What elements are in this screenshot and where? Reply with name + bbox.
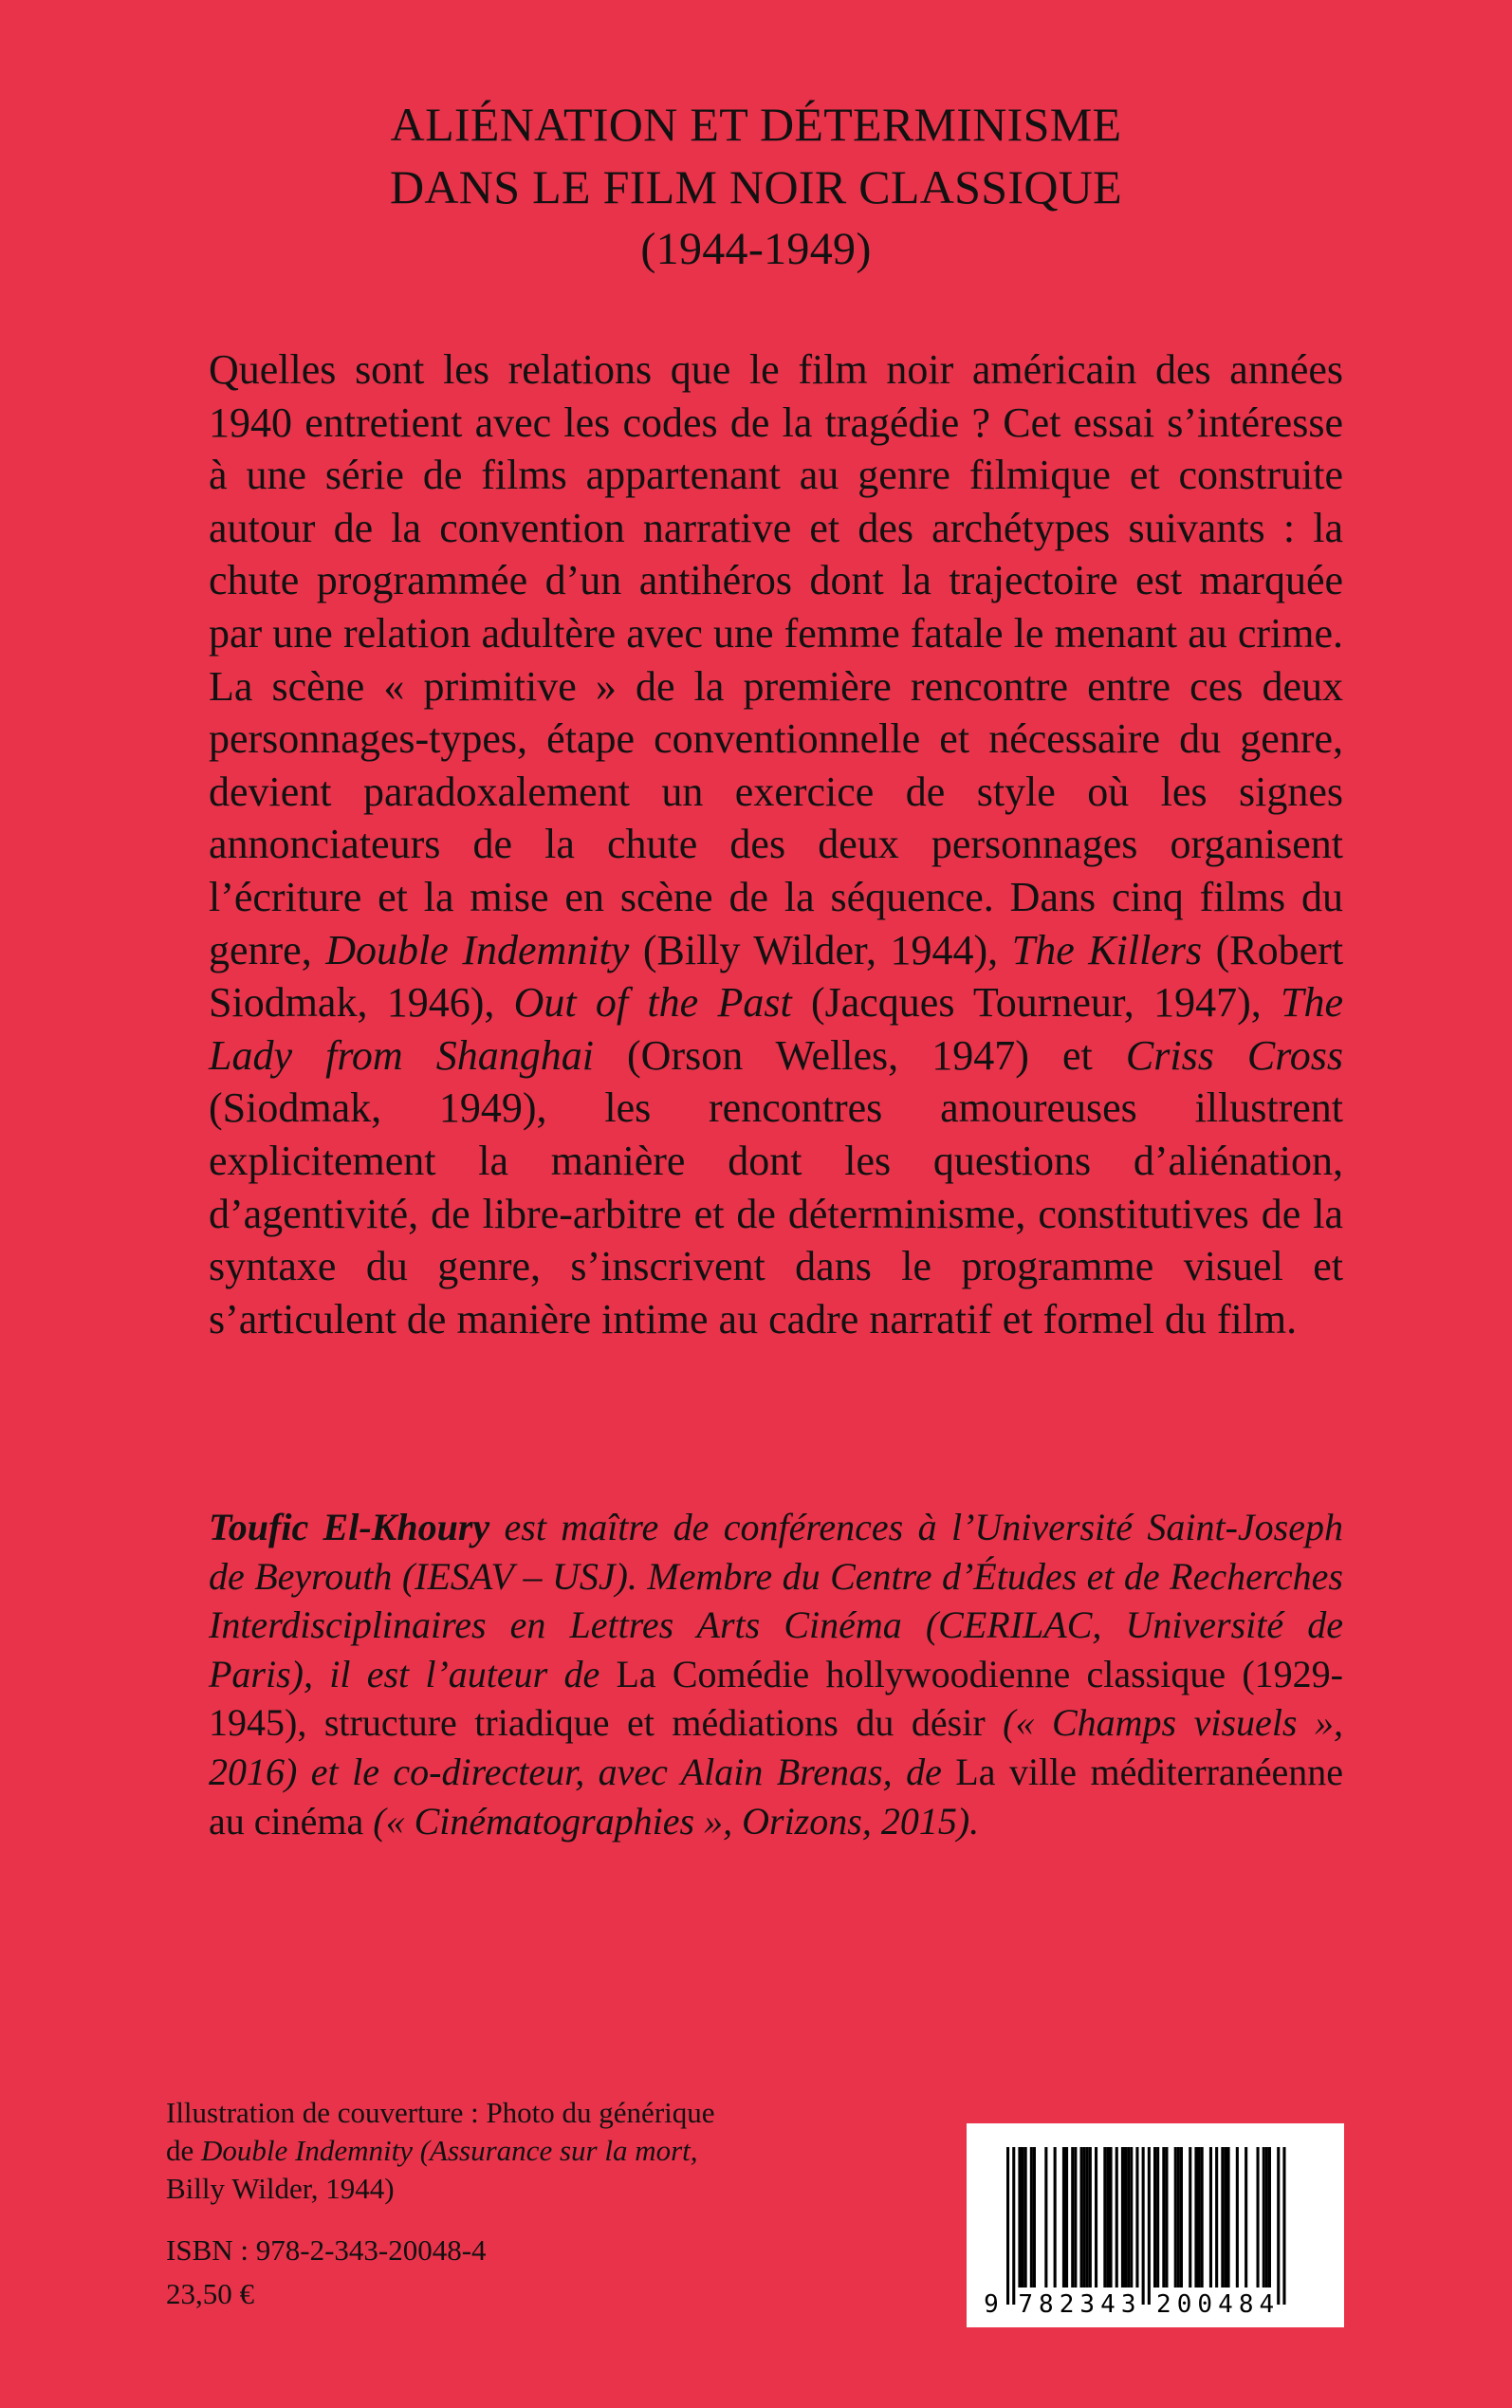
cover-illustration-credit [166,2094,849,2208]
barcode-digits [984,2290,1274,2319]
film-title-the-killers: The Killers [1011,926,1203,973]
film-info-2: (Robert Siodmak, 1946), [209,926,1344,1027]
barcode-bar [1156,2147,1159,2288]
barcode-bar [1044,2147,1047,2288]
barcode-bar [1121,2147,1124,2288]
barcode-digit: 8 [1238,2290,1254,2319]
barcode-digit: 4 [1259,2290,1275,2319]
barcode-bars [1006,2147,1286,2305]
barcode-bar [1198,2147,1201,2288]
isbn-barcode [967,2123,1344,2327]
film-title-out-of-the-past: Out of the Past [513,979,792,1027]
barcode-bar [1089,2147,1092,2288]
barcode-bar [1268,2147,1271,2288]
barcode-bar [1215,2147,1218,2288]
barcode-bar [1209,2147,1212,2288]
credit-alt-title: (Assurance sur la mort, [419,2134,698,2167]
author-name: Toufic El-Khoury [209,1506,490,1548]
barcode-digit: 7 [1018,2290,1033,2319]
barcode-bar [1263,2147,1265,2288]
barcode-digit: 9 [984,2290,999,2319]
barcode-bar [1194,2147,1197,2288]
film-info-3: (Jacques Tourneur, 1947), [810,979,1262,1027]
barcode-bar [1165,2147,1168,2288]
barcode-bar [1103,2147,1106,2288]
barcode-digit: 3 [1120,2290,1136,2319]
author-bio [209,1503,1343,1845]
barcode-bar [1065,2147,1068,2288]
barcode-bar [1110,2147,1113,2288]
film-info-5: (Siodmak, 1949), [209,1084,547,1132]
bio-text-2: (« Champs visuels », 2016) et le co-directeur, avec Alain Brenas, de [209,1701,1344,1793]
barcode-guard-bar [1148,2147,1151,2305]
barcode-bar [1106,2147,1109,2288]
barcode-guard-bar [1006,2147,1009,2305]
barcode-guard-bar [1282,2147,1285,2305]
barcode-guard-bar [1277,2147,1280,2305]
barcode-bar [1054,2147,1057,2288]
summary-part-1: Quelles sont les relations que le film noir américain des années 1940 entretient avec les codes de la tragédie ? Cet essai s’intéresse à une série de films appartenant au genre filmique et construite autour de la convention narrative et des archétypes suivants : la chute programmée d’un antihéros dont la trajectoire est marquée par une relation adultère avec une femme fatale le menant au crime. La scène « primitive » de la première rencontre entre ces deux personnages-types, étape conventionnelle et nécessaire du genre, devient paradoxalement un exercice de style où les signes annonciateurs de la chute des deux personnages organisent l’écriture et la mise en scène de la séquence. Dans cinq films du genre, [209,346,1343,973]
barcode-bar [1030,2147,1033,2288]
title-line-1: ALIÉNATION ET DÉTERMINISME [390,98,1122,151]
film-title-criss-cross: Criss Cross [1125,1031,1344,1079]
barcode-bar [1083,2147,1086,2288]
barcode-guard-bar [1012,2147,1015,2305]
credit-prefix: de [166,2134,194,2167]
film-info-1: (Billy Wilder, 1944), [642,926,999,973]
film-title-double-indemnity: Double Indemnity [325,926,630,973]
barcode-bar [1062,2147,1065,2288]
isbn-text: ISBN : 978-2-343-20048-4 [166,2233,487,2267]
credit-line-3: Billy Wilder, 1944) [166,2172,395,2205]
barcode-bar [1245,2147,1247,2288]
barcode-bar [1257,2147,1260,2288]
bio-text-1: est maître de conférences à l’Université Saint-Joseph de Beyrouth (IESAV – USJ). Membre du Centre d’Études et de Recherches Interdisciplinaires en Lettres Arts Cinéma (CERILAC, Université de Paris), il est l’auteur de [209,1506,1343,1695]
barcode-bar [1071,2147,1074,2288]
bio-book-title-2: La ville méditerranéenne au cinéma [209,1750,1343,1843]
barcode-bar [1127,2147,1130,2288]
barcode-digit: 4 [1218,2290,1233,2319]
barcode-bar [1130,2147,1133,2288]
title-dates: (1944-1949) [640,224,872,274]
barcode-digit: 8 [1039,2290,1054,2319]
barcode-bar [1189,2147,1191,2288]
barcode-bar [1180,2147,1183,2288]
barcode-bar [1265,2147,1268,2288]
barcode-bar [1153,2147,1156,2288]
barcode-digit: 2 [1059,2290,1075,2319]
barcode-graphic [967,2123,1344,2327]
bio-text-3: (« Cinématographies », Orizons, 2015). [373,1799,980,1843]
credit-film-title: Double Indemnity [201,2134,413,2167]
film-title-lady-from-shanghai: The Lady from Shanghai [209,979,1344,1079]
barcode-digit: 0 [1197,2290,1213,2319]
barcode-digit: 0 [1176,2290,1192,2319]
barcode-bar [1135,2147,1138,2288]
barcode-bar [1201,2147,1204,2288]
credit-line-1: Illustration de couverture : Photo du générique [166,2096,715,2129]
barcode-bar [1174,2147,1177,2288]
barcode-bar [1022,2147,1024,2288]
barcode-guard-bar [1142,2147,1145,2305]
barcode-bar [1018,2147,1021,2288]
barcode-bar [1162,2147,1165,2288]
barcode-bar [1024,2147,1027,2288]
barcode-bar [1086,2147,1089,2288]
price-text: 23,50 € [166,2277,254,2310]
barcode-bar [1124,2147,1127,2288]
barcode-bar [1095,2147,1097,2288]
barcode-bar [1177,2147,1180,2288]
barcode-bar [1221,2147,1224,2288]
barcode-bar [1033,2147,1036,2288]
barcode-digit: 4 [1100,2290,1116,2319]
barcode-bar [1224,2147,1226,2288]
barcode-bar [1074,2147,1077,2288]
summary-text [209,343,1343,1345]
bio-book-title-1: La Comédie hollywoodienne classique (1929-1945), structure triadique et médiations du désir [209,1652,1343,1745]
summary-part-2: les rencontres amoureuses illustrent explicitement la manière dont les questions d’aliénation, d’agentivité, de libre-arbitre et de déterminisme, constitutives de la syntaxe du genre, s’inscrivent dans le programme visuel et s’articulent de manière intime au cadre narratif et formel du film. [209,1084,1343,1343]
barcode-digit: 2 [1156,2290,1171,2319]
barcode-bar [1236,2147,1239,2288]
film-info-4: (Orson Welles, 1947) et [627,1031,1093,1079]
title-line-2: DANS LE FILM NOIR CLASSIQUE [389,160,1123,213]
book-title [0,93,1512,281]
barcode-bar [1080,2147,1083,2288]
barcode-digit: 3 [1079,2290,1096,2319]
barcode-bar [1116,2147,1118,2288]
credit-line-2 [166,2132,849,2170]
barcode-bar [1227,2147,1230,2288]
